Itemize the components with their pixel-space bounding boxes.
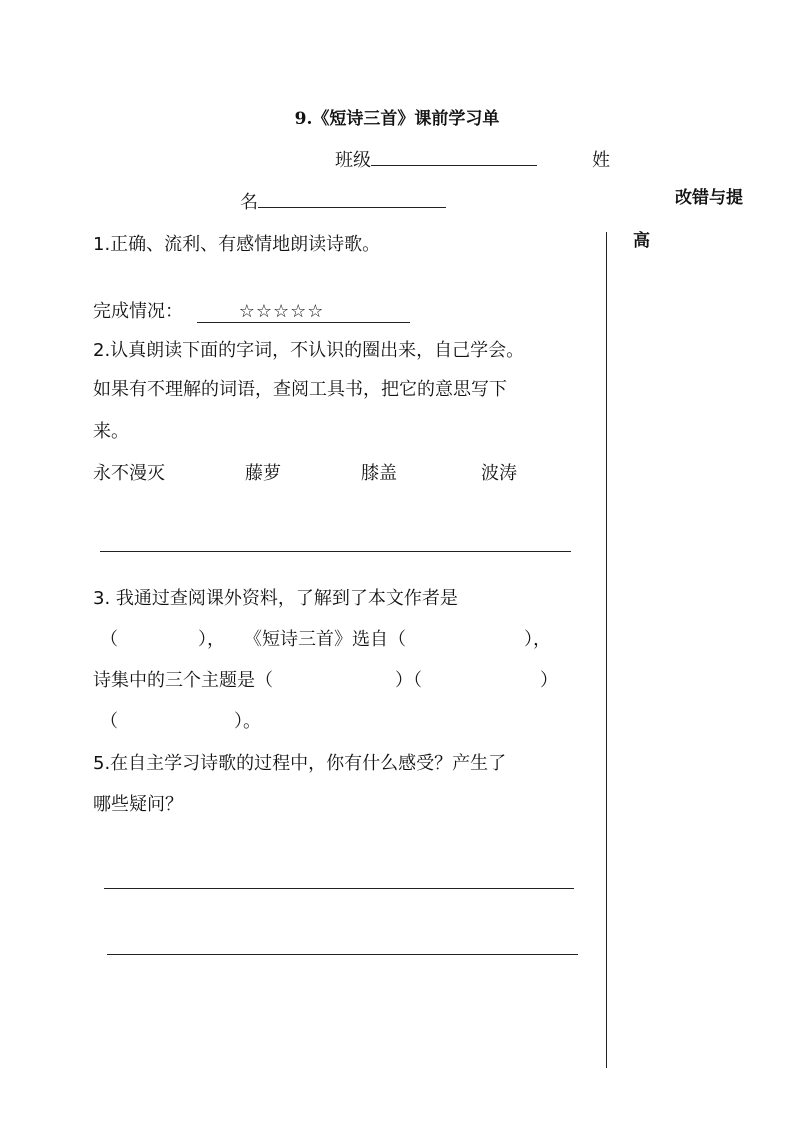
q1-status-label: 完成情况： bbox=[93, 301, 183, 322]
q5-answer-line[interactable] bbox=[107, 954, 578, 955]
name-field bbox=[240, 188, 446, 214]
q3-themes-mid: ）（ bbox=[395, 670, 422, 691]
q5-line2: 哪些疑问？ bbox=[93, 794, 183, 815]
q3-line2 bbox=[100, 625, 225, 651]
q3-source bbox=[244, 625, 551, 651]
name-blank[interactable] bbox=[258, 188, 446, 208]
word-item[interactable]: 藤萝 bbox=[245, 463, 281, 484]
q3-source-close: ）， bbox=[524, 629, 551, 650]
q3-theme3-open: （ bbox=[100, 711, 118, 732]
q3-themes-text: 诗集中的三个主题是（ bbox=[93, 670, 273, 691]
q2-line2: 如果有不理解的词语，查阅工具书，把它的意思写下 bbox=[93, 379, 507, 400]
q3-source-text: 《短诗三首》选自（ bbox=[244, 629, 406, 650]
q5-answer-line[interactable] bbox=[104, 888, 574, 889]
q3-author-close: ）， bbox=[198, 629, 225, 650]
sidebar-heading: 改错与提 bbox=[675, 188, 743, 208]
q3-line1: 3. 我通过查阅课外资料，了解到了本文作者是 bbox=[93, 588, 458, 609]
word-item[interactable]: 膝盖 bbox=[361, 463, 397, 484]
column-divider bbox=[606, 232, 607, 1068]
name-label: 名 bbox=[240, 192, 258, 213]
q3-line4 bbox=[100, 707, 261, 733]
q3-theme3-close: ）。 bbox=[234, 711, 261, 732]
q2-line1: 2.认真朗读下面的字词，不认识的圈出来，自己学会。 bbox=[93, 340, 525, 361]
q1-status bbox=[93, 297, 410, 323]
class-blank[interactable] bbox=[371, 146, 537, 166]
word-item[interactable]: 永不漫灭 bbox=[93, 463, 165, 484]
q1-text: 1.正确、流利、有感情地朗读诗歌。 bbox=[93, 234, 381, 255]
class-label: 班级 bbox=[335, 150, 371, 171]
surname-label: 姓 bbox=[592, 150, 610, 171]
sidebar-heading-cont: 高 bbox=[633, 231, 650, 251]
q3-author-open: （ bbox=[100, 629, 118, 650]
q3-line3 bbox=[93, 666, 558, 692]
q5-line1: 5.在自主学习诗歌的过程中，你有什么感受？产生了 bbox=[93, 753, 507, 774]
class-field bbox=[335, 146, 537, 172]
q2-line3: 来。 bbox=[93, 421, 129, 442]
word-item[interactable]: 波涛 bbox=[481, 463, 517, 484]
page-title: 9.《短诗三首》课前学习单 bbox=[294, 109, 500, 129]
q2-answer-line[interactable] bbox=[100, 551, 571, 552]
q3-themes-close: ） bbox=[540, 670, 558, 691]
q1-star-rating[interactable]: ☆☆☆☆☆ bbox=[197, 301, 410, 323]
